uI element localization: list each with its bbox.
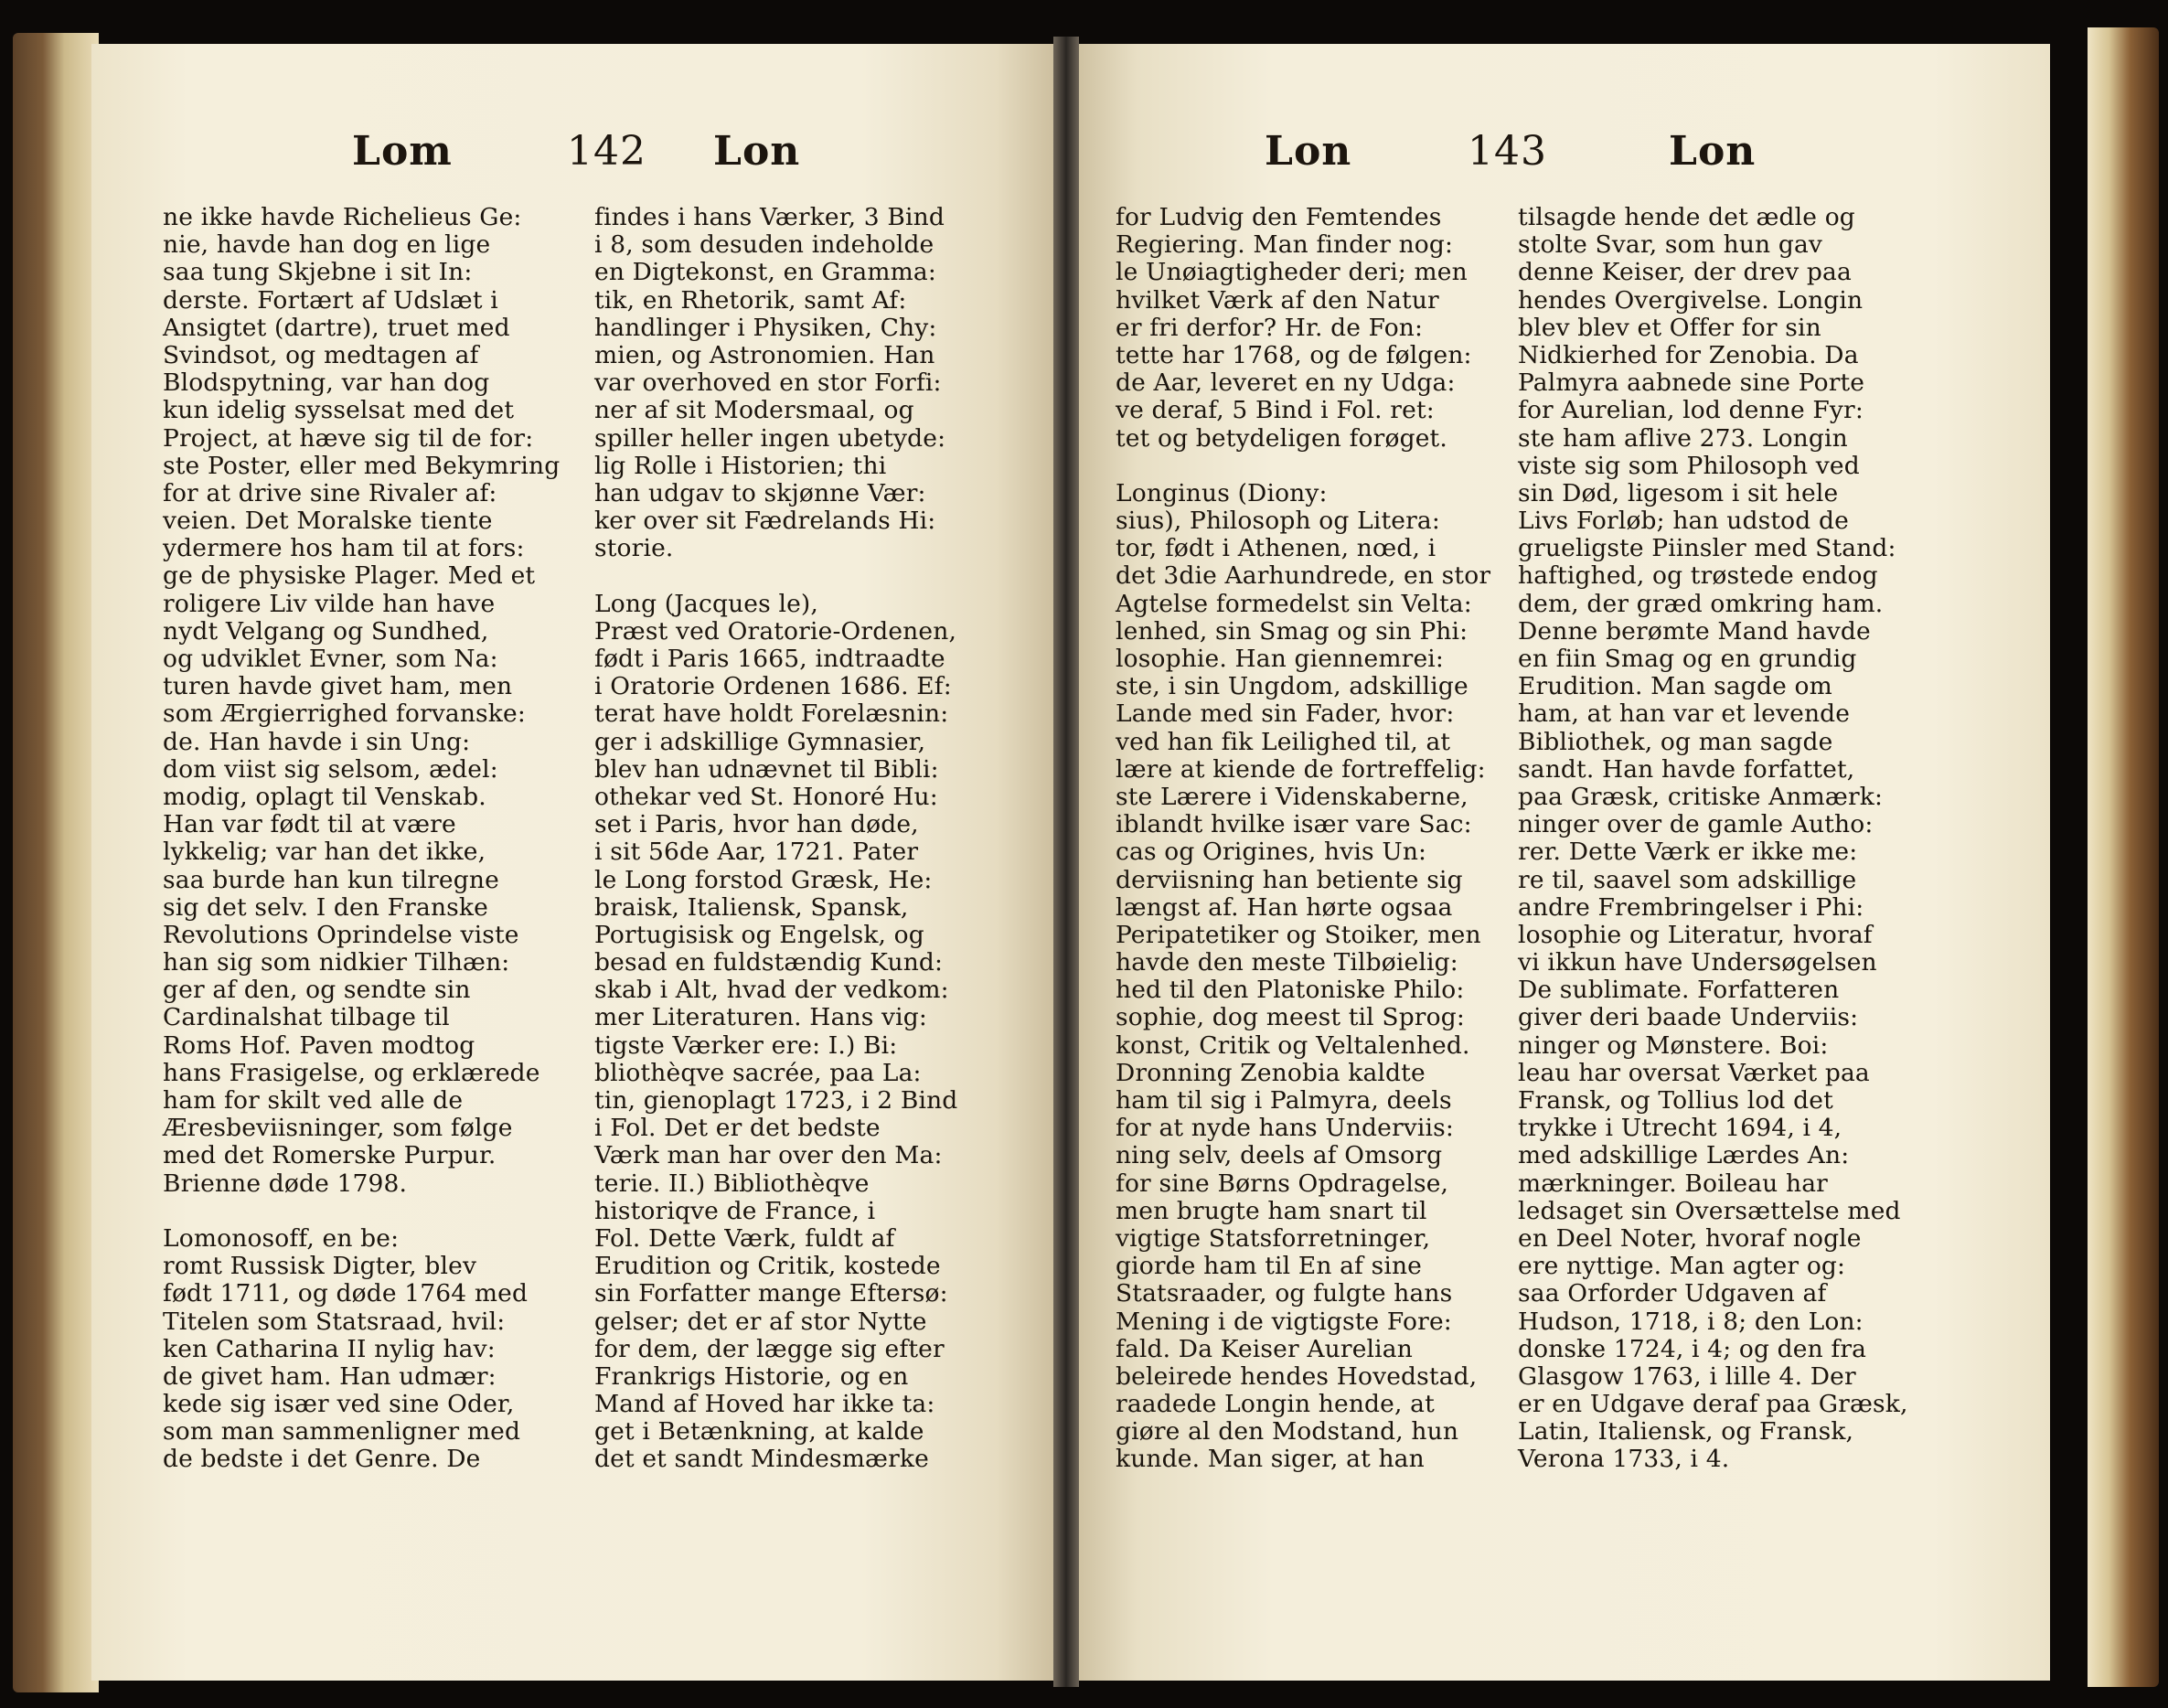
left-col1-line: og udviklet Evner, som Na: bbox=[163, 645, 498, 673]
right-col2-line: paa Græsk, critiske Anmærk: bbox=[1518, 782, 1884, 811]
left-col2-line: terie. II.) Bibliothèqve bbox=[594, 1169, 870, 1198]
left-col1-line: lykkelig; var han det ikke, bbox=[163, 838, 486, 867]
left-col2-line: braisk, Italiensk, Spansk, bbox=[594, 892, 909, 922]
right-col2-line: saa Orforder Udgaven af bbox=[1518, 1279, 1827, 1308]
left-col1-line: Svindsot, og medtagen af bbox=[163, 340, 479, 369]
left-col2-line: historiqve de France, i bbox=[594, 1196, 876, 1225]
left-col2-line: lig Rolle i Historien; thi bbox=[594, 451, 887, 480]
left-page-column-1 bbox=[163, 204, 560, 1474]
left-col1-line: Lomonosoff, en be: bbox=[163, 1223, 400, 1253]
book-cover-right bbox=[2088, 27, 2159, 1687]
right-col1-line: Peripatetiker og Stoiker, men bbox=[1116, 920, 1481, 949]
right-col2-line: ledsaget sin Oversættelse med bbox=[1518, 1196, 1901, 1225]
left-col1-line: de givet ham. Han udmær: bbox=[163, 1361, 497, 1391]
left-col2-line: sin Forfatter mange Eftersø: bbox=[594, 1279, 948, 1308]
right-col2-line: Fransk, og Tollius lod det bbox=[1518, 1086, 1833, 1115]
left-col2-line: ger i adskillige Gymnasier, bbox=[594, 727, 926, 756]
right-col2-line: Latin, Italiensk, og Fransk, bbox=[1518, 1417, 1854, 1446]
left-col2-line: født i Paris 1665, indtraadte bbox=[594, 645, 945, 673]
left-col1-line: Titelen som Statsraad, hvil: bbox=[163, 1307, 506, 1336]
left-col1-line: kede sig især ved sine Oder, bbox=[163, 1390, 515, 1419]
left-col2-line: Frankrigs Historie, og en bbox=[594, 1361, 909, 1391]
right-col1-line: tor, født i Athenen, nœd, i bbox=[1116, 534, 1436, 563]
left-col2-line: besad en fuldstændig Kund: bbox=[594, 948, 944, 977]
book-gutter bbox=[1053, 37, 1079, 1687]
right-col2-line: rer. Dette Værk er ikke me: bbox=[1518, 838, 1858, 867]
right-page-column-1 bbox=[1116, 204, 1490, 1474]
right-col1-line: ham til sig i Palmyra, deels bbox=[1116, 1086, 1452, 1115]
right-col1-line: le Unøiagtigheder deri; men bbox=[1116, 258, 1468, 287]
left-col2-line: Portugisisk og Engelsk, og bbox=[594, 920, 924, 949]
right-col2-line: ste ham aflive 273. Longin bbox=[1518, 423, 1848, 453]
left-col2-line: findes i hans Værker, 3 Bind bbox=[594, 203, 945, 231]
right-col2-line: trykke i Utrecht 1694, i 4, bbox=[1518, 1114, 1842, 1143]
left-col1-line: ger af den, og sendte sin bbox=[163, 976, 471, 1005]
right-col2-line: Palmyra aabnede sine Porte bbox=[1518, 368, 1865, 398]
right-col2-line: haftighed, og trøstede endog bbox=[1518, 561, 1878, 591]
left-col2-line: i Fol. Det er det bedste bbox=[594, 1114, 881, 1143]
left-col2-line: i sit 56de Aar, 1721. Pater bbox=[594, 838, 919, 867]
right-col1-line: havde den meste Tilbøielig: bbox=[1116, 948, 1458, 977]
left-col1-line: Æresbeviisninger, som følge bbox=[163, 1114, 513, 1143]
left-col2-line: bliothèqve sacrée, paa La: bbox=[594, 1058, 922, 1087]
right-col2-line: donske 1724, i 4; og den fra bbox=[1518, 1334, 1867, 1363]
right-col1-line: men brugte ham snart til bbox=[1116, 1196, 1427, 1225]
left-col2-line: Long (Jacques le), bbox=[594, 589, 818, 618]
right-col1-line: giorde ham til En af sine bbox=[1116, 1252, 1423, 1281]
left-col1-line: som man sammenligner med bbox=[163, 1417, 521, 1446]
right-col1-line: Regiering. Man finder nog: bbox=[1116, 230, 1454, 260]
right-col2-line: losophie og Literatur, hvoraf bbox=[1518, 920, 1873, 949]
right-col1-line: længst af. Han hørte ogsaa bbox=[1116, 892, 1453, 922]
right-col2-line: tilsagde hende det ædle og bbox=[1518, 203, 1855, 231]
left-col1-line: saa burde han kun tilregne bbox=[163, 865, 499, 894]
left-col2-line: var overhoved en stor Forfi: bbox=[594, 368, 942, 398]
right-col1-line: hed til den Platoniske Philo: bbox=[1116, 976, 1465, 1005]
right-col1-line: lenhed, sin Smag og sin Phi: bbox=[1116, 616, 1468, 646]
left-col1-line: romt Russisk Digter, blev bbox=[163, 1252, 477, 1281]
left-col2-line: i 8, som desuden indeholde bbox=[594, 230, 934, 260]
left-col1-line: Blodspytning, var han dog bbox=[163, 368, 490, 398]
right-col1-line: Dronning Zenobia kaldte bbox=[1116, 1058, 1426, 1087]
left-col2-line: en Digtekonst, en Gramma: bbox=[594, 258, 936, 287]
left-col1-line: Revolutions Oprindelse viste bbox=[163, 920, 519, 949]
right-col1-line: lære at kiende de fortreffelig: bbox=[1116, 754, 1486, 784]
left-col1-line: derste. Fortært af Udslæt i bbox=[163, 285, 498, 315]
left-col1-line: de bedste i det Genre. De bbox=[163, 1445, 481, 1474]
left-col2-line: skab i Alt, hvad der vedkom: bbox=[594, 976, 949, 1005]
right-col1-line: ste Lærere i Videnskaberne, bbox=[1116, 782, 1468, 811]
left-page-column-2 bbox=[594, 204, 957, 1474]
right-col1-line: fald. Da Keiser Aurelian bbox=[1116, 1334, 1413, 1363]
left-col1-line: ge de physiske Plager. Med et bbox=[163, 561, 536, 591]
left-col1-line: Roms Hof. Paven modtog bbox=[163, 1030, 475, 1060]
right-col1-line: konst, Critik og Veltalenhed. bbox=[1116, 1030, 1470, 1060]
left-col1-line: ham for skilt ved alle de bbox=[163, 1086, 464, 1115]
right-col1-line: Longinus (Diony: bbox=[1116, 478, 1328, 507]
right-head-word-right: Lon bbox=[1669, 128, 1757, 175]
right-col2-line: er en Udgave deraf paa Græsk, bbox=[1518, 1390, 1908, 1419]
right-col2-line: en Deel Noter, hvoraf nogle bbox=[1518, 1223, 1862, 1253]
left-col2-line: Værk man har over den Ma: bbox=[594, 1141, 943, 1170]
left-col1-line: for at drive sine Rivaler af: bbox=[163, 478, 497, 507]
left-col1-line: Han var født til at være bbox=[163, 810, 456, 839]
left-col2-line: get i Betænkning, at kalde bbox=[594, 1417, 924, 1446]
right-col2-line: med adskillige Lærdes An: bbox=[1518, 1141, 1850, 1170]
left-col2-line: han udgav to skjønne Vær: bbox=[594, 478, 926, 507]
right-col1-line: Statsraader, og fulgte hans bbox=[1116, 1279, 1453, 1308]
right-col1-line: for at nyde hans Underviis: bbox=[1116, 1114, 1455, 1143]
left-col2-line: gelser; det er af stor Nytte bbox=[594, 1307, 927, 1336]
right-col2-line: ninger over de gamle Autho: bbox=[1518, 810, 1874, 839]
left-col2-line: for dem, der lægge sig efter bbox=[594, 1334, 945, 1363]
left-head-word-right: Lon bbox=[713, 128, 801, 175]
right-col1-line: kunde. Man siger, at han bbox=[1116, 1445, 1425, 1474]
right-col1-line: tette har 1768, og de følgen: bbox=[1116, 340, 1472, 369]
left-col1-line: han sig som nidkier Tilhæn: bbox=[163, 948, 510, 977]
right-col1-line: er fri derfor? Hr. de Fon: bbox=[1116, 313, 1424, 342]
right-head-word: Lon bbox=[1265, 128, 1352, 175]
right-col2-line: Bibliothek, og man sagde bbox=[1518, 727, 1833, 756]
right-col1-line: det 3die Aarhundrede, en stor bbox=[1116, 561, 1491, 591]
right-col2-line: andre Frembringelser i Phi: bbox=[1518, 892, 1864, 922]
right-col2-line: Denne berømte Mand havde bbox=[1518, 616, 1871, 646]
left-col1-line: med det Romerske Purpur. bbox=[163, 1141, 497, 1170]
left-col1-line: som Ærgierrighed forvanske: bbox=[163, 699, 526, 729]
right-col2-line: leau har oversat Værket paa bbox=[1518, 1058, 1870, 1087]
right-col1-line: losophie. Han giennemrei: bbox=[1116, 645, 1444, 673]
right-col2-line: stolte Svar, som hun gav bbox=[1518, 230, 1823, 260]
right-col2-line: Glasgow 1763, i lille 4. Der bbox=[1518, 1361, 1856, 1391]
left-col2-line: spiller heller ingen ubetyde: bbox=[594, 423, 946, 453]
right-col2-line: Nidkierhed for Zenobia. Da bbox=[1518, 340, 1859, 369]
left-col1-line: turen havde givet ham, men bbox=[163, 672, 513, 701]
right-col1-line: ning selv, deels af Omsorg bbox=[1116, 1141, 1443, 1170]
left-col2-line: mer Literaturen. Hans vig: bbox=[594, 1003, 927, 1032]
left-col1-line: nydt Velgang og Sundhed, bbox=[163, 616, 489, 646]
left-col1-line: Cardinalshat tilbage til bbox=[163, 1003, 450, 1032]
left-col1-line: dom viist sig selsom, ædel: bbox=[163, 754, 498, 784]
right-col2-line: re til, saavel som adskillige bbox=[1518, 865, 1857, 894]
right-col1-line: sophie, dog meest til Sprog: bbox=[1116, 1003, 1465, 1032]
right-col1-line: tet og betydeligen forøget. bbox=[1116, 423, 1447, 453]
left-col2-line: terat have holdt Forelæsnin: bbox=[594, 699, 949, 729]
right-col2-line: ham, at han var et levende bbox=[1518, 699, 1851, 729]
right-col2-line: grueligste Piinsler med Stand: bbox=[1518, 534, 1896, 563]
right-col2-line: Livs Forløb; han udstod de bbox=[1518, 507, 1849, 536]
left-col1-line: modig, oplagt til Venskab. bbox=[163, 782, 486, 811]
left-col2-line: ker over sit Fædrelands Hi: bbox=[594, 507, 936, 536]
right-col1-line: cas og Origines, hvis Un: bbox=[1116, 838, 1427, 867]
left-col2-line: blev han udnævnet til Bibli: bbox=[594, 754, 939, 784]
left-col2-line: tigste Værker ere: I.) Bi: bbox=[594, 1030, 898, 1060]
left-col1-line: saa tung Skjebne i sit In: bbox=[163, 258, 473, 287]
left-page bbox=[91, 44, 1053, 1681]
right-col1-line: Agtelse formedelst sin Velta: bbox=[1116, 589, 1472, 618]
left-col2-line: Mand af Hoved har ikke ta: bbox=[594, 1390, 935, 1419]
right-col2-line: Erudition. Man sagde om bbox=[1518, 672, 1832, 701]
right-col2-line: giver deri baade Underviis: bbox=[1518, 1003, 1859, 1032]
left-col1-line: sig det selv. I den Franske bbox=[163, 892, 488, 922]
right-col1-line: raadede Longin hende, at bbox=[1116, 1390, 1435, 1419]
left-col2-line: handlinger i Physiken, Chy: bbox=[594, 313, 937, 342]
right-col1-line bbox=[1116, 453, 1490, 480]
left-col2-line: le Long forstod Græsk, He: bbox=[594, 865, 933, 894]
left-col1-line: ste Poster, eller med Bekymring bbox=[163, 451, 561, 480]
left-col1-line: veien. Det Moralske tiente bbox=[163, 507, 493, 536]
right-col2-line: Verona 1733, i 4. bbox=[1518, 1445, 1730, 1474]
right-col2-line: en fiin Smag og en grundig bbox=[1518, 645, 1857, 673]
left-col1-line: Ansigtet (dartre), truet med bbox=[163, 313, 510, 342]
left-col2-line: tik, en Rhetorik, samt Af: bbox=[594, 285, 907, 315]
left-col2-line: det et sandt Mindesmærke bbox=[594, 1445, 929, 1474]
right-col2-line: for Aurelian, lod denne Fyr: bbox=[1518, 396, 1864, 425]
left-head-word: Lom bbox=[352, 128, 453, 175]
left-col1-line: Brienne døde 1798. bbox=[163, 1169, 408, 1198]
left-col1-line: hans Frasigelse, og erklærede bbox=[163, 1058, 540, 1087]
left-col2-line: Erudition og Critik, kostede bbox=[594, 1252, 941, 1281]
right-col1-line: sius), Philosoph og Litera: bbox=[1116, 507, 1440, 536]
right-page-number: 143 bbox=[1468, 128, 1547, 175]
right-col2-line: viste sig som Philosoph ved bbox=[1518, 451, 1860, 480]
right-col1-line: ved han fik Leilighed til, at bbox=[1116, 727, 1451, 756]
right-col1-line: beleirede hendes Hovedstad, bbox=[1116, 1361, 1478, 1391]
left-col1-line: født 1711, og døde 1764 med bbox=[163, 1279, 529, 1308]
right-page bbox=[1079, 44, 2050, 1681]
left-col1-line: ne ikke havde Richelieus Ge: bbox=[163, 203, 522, 231]
right-col2-line: denne Keiser, der drev paa bbox=[1518, 258, 1852, 287]
right-col1-line: vigtige Statsforretninger, bbox=[1116, 1223, 1431, 1253]
right-col2-line: blev blev et Offer for sin bbox=[1518, 313, 1821, 342]
left-col2-line: Fol. Dette Værk, fuldt af bbox=[594, 1223, 895, 1253]
left-col2-line: tin, gienoplagt 1723, i 2 Bind bbox=[594, 1086, 958, 1115]
left-col2-line: set i Paris, hvor han døde, bbox=[594, 810, 919, 839]
right-col2-line: mærkninger. Boileau har bbox=[1518, 1169, 1828, 1198]
left-col2-line bbox=[594, 562, 957, 590]
left-page-number: 142 bbox=[567, 128, 646, 175]
right-col2-line: ninger og Mønstere. Boi: bbox=[1518, 1030, 1829, 1060]
right-col1-line: Lande med sin Fader, hvor: bbox=[1116, 699, 1455, 729]
right-col2-line: ere nyttige. Man agter og: bbox=[1518, 1252, 1846, 1281]
left-col1-line: nie, havde han dog en lige bbox=[163, 230, 491, 260]
left-col2-line: i Oratorie Ordenen 1686. Ef: bbox=[594, 672, 952, 701]
left-col1-line: ydermere hos ham til at fors: bbox=[163, 534, 525, 563]
left-col2-line: mien, og Astronomien. Han bbox=[594, 340, 935, 369]
right-col1-line: hvilket Værk af den Natur bbox=[1116, 285, 1439, 315]
right-col1-line: ste, i sin Ungdom, adskillige bbox=[1116, 672, 1468, 701]
right-col2-line: dem, der græd omkring ham. bbox=[1518, 589, 1884, 618]
left-col1-line: Project, at hæve sig til de for: bbox=[163, 423, 534, 453]
left-col1-line: roligere Liv vilde han have bbox=[163, 589, 496, 618]
right-col1-line: giøre al den Modstand, hun bbox=[1116, 1417, 1459, 1446]
right-col2-line: De sublimate. Forfatteren bbox=[1518, 976, 1840, 1005]
right-col1-line: for Ludvig den Femtendes bbox=[1116, 203, 1442, 231]
right-col1-line: derviisning han betiente sig bbox=[1116, 865, 1463, 894]
right-col2-line: hendes Overgivelse. Longin bbox=[1518, 285, 1864, 315]
right-col1-line: ve deraf, 5 Bind i Fol. ret: bbox=[1116, 396, 1435, 425]
right-page-column-2 bbox=[1518, 204, 1908, 1474]
left-col1-line: ken Catharina II nylig hav: bbox=[163, 1334, 496, 1363]
left-col2-line: othekar ved St. Honoré Hu: bbox=[594, 782, 938, 811]
right-col1-line: de Aar, leveret en ny Udga: bbox=[1116, 368, 1456, 398]
right-col2-line: Hudson, 1718, i 8; den Lon: bbox=[1518, 1307, 1864, 1336]
left-col2-line: Præst ved Oratorie-Ordenen, bbox=[594, 616, 957, 646]
right-col1-line: Mening i de vigtigste Fore: bbox=[1116, 1307, 1452, 1336]
left-col1-line: kun idelig sysselsat med det bbox=[163, 396, 515, 425]
right-col2-line: vi ikkun have Undersøgelsen bbox=[1518, 948, 1877, 977]
book-cover-left bbox=[13, 33, 99, 1692]
right-col1-line: iblandt hvilke især vare Sac: bbox=[1116, 810, 1472, 839]
left-col2-line: ner af sit Modersmaal, og bbox=[594, 396, 914, 425]
left-col1-line bbox=[163, 1198, 560, 1225]
right-col2-line: sin Død, ligesom i sit hele bbox=[1518, 478, 1839, 507]
left-col1-line: de. Han havde i sin Ung: bbox=[163, 727, 471, 756]
left-col2-line: storie. bbox=[594, 534, 674, 563]
right-col1-line: for sine Børns Opdragelse, bbox=[1116, 1169, 1449, 1198]
right-col2-line: sandt. Han havde forfattet, bbox=[1518, 754, 1855, 784]
